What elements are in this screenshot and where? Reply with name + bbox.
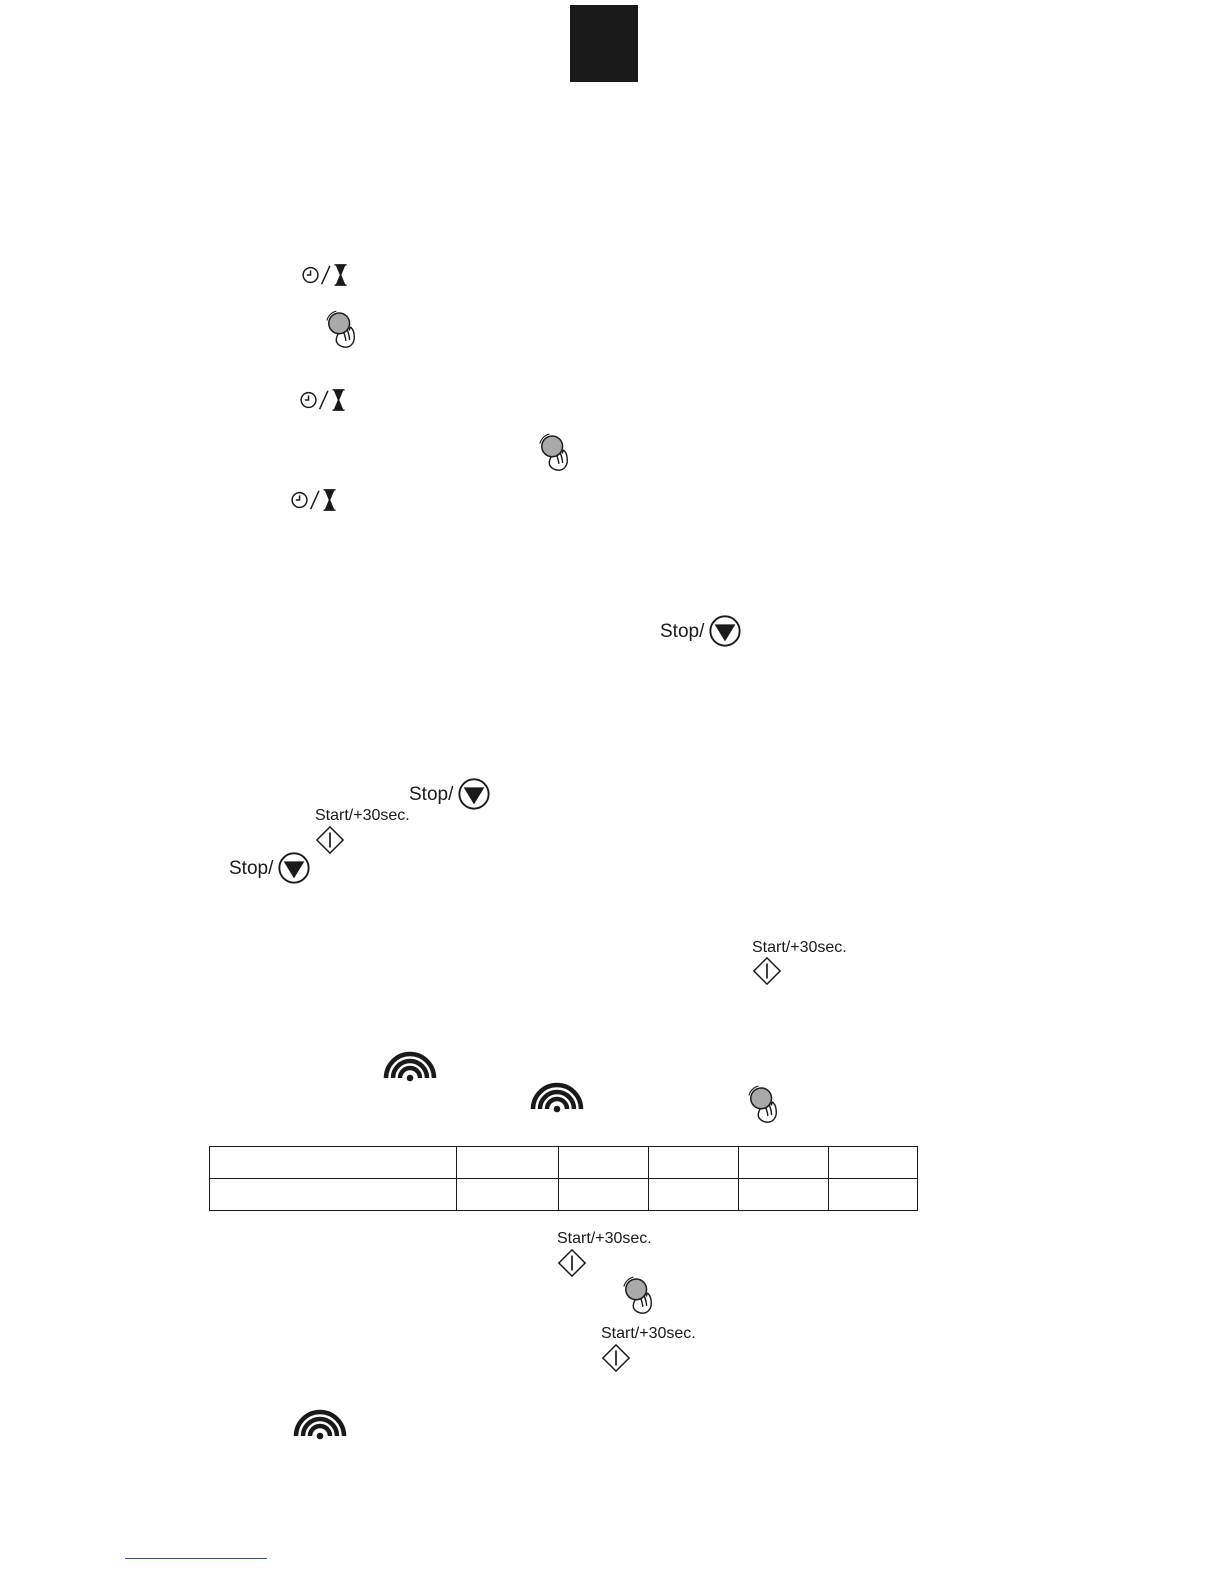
- table-row: [210, 1147, 918, 1179]
- table-cell: [457, 1179, 559, 1211]
- footer-divider: [125, 1558, 267, 1559]
- start-button-label: Start/+30sec.: [557, 1230, 652, 1247]
- start-diamond-icon: [752, 956, 782, 986]
- start-button-label: Start/+30sec.: [601, 1325, 696, 1342]
- stop-button-label: Stop/: [660, 621, 705, 642]
- table-cell: [649, 1179, 739, 1211]
- table-cell: [739, 1179, 829, 1211]
- table-cell: [559, 1147, 649, 1179]
- dial-knob-icon: [538, 432, 572, 472]
- table-cell: [210, 1179, 457, 1211]
- stop-triangle-icon: [277, 851, 311, 885]
- stop-button-label: Stop/: [409, 784, 454, 805]
- power-level-table: [209, 1146, 918, 1211]
- microwave-power-icon: [529, 1079, 585, 1113]
- clock-timer-icon: [290, 488, 346, 512]
- start-button-label: Start/+30sec.: [315, 807, 410, 824]
- table-cell: [829, 1179, 918, 1211]
- table-cell: [210, 1147, 457, 1179]
- table-cell: [559, 1179, 649, 1211]
- table-cell: [457, 1147, 559, 1179]
- start-button-label: Start/+30sec.: [752, 939, 847, 956]
- table-row: [210, 1179, 918, 1211]
- dial-knob-icon: [747, 1084, 781, 1124]
- language-tab-block: [570, 5, 638, 82]
- table-cell: [739, 1147, 829, 1179]
- stop-triangle-icon: [457, 777, 491, 811]
- clock-timer-icon: [301, 263, 357, 287]
- dial-knob-icon: [622, 1275, 656, 1315]
- stop-triangle-icon: [708, 614, 742, 648]
- microwave-power-icon: [292, 1406, 348, 1440]
- start-diamond-icon: [557, 1248, 587, 1278]
- stop-button-label: Stop/: [229, 858, 274, 879]
- dial-knob-icon: [325, 309, 359, 349]
- clock-timer-icon: [299, 388, 355, 412]
- table-cell: [649, 1147, 739, 1179]
- start-diamond-icon: [315, 825, 345, 855]
- table-cell: [829, 1147, 918, 1179]
- start-diamond-icon: [601, 1343, 631, 1373]
- microwave-power-icon: [382, 1048, 438, 1082]
